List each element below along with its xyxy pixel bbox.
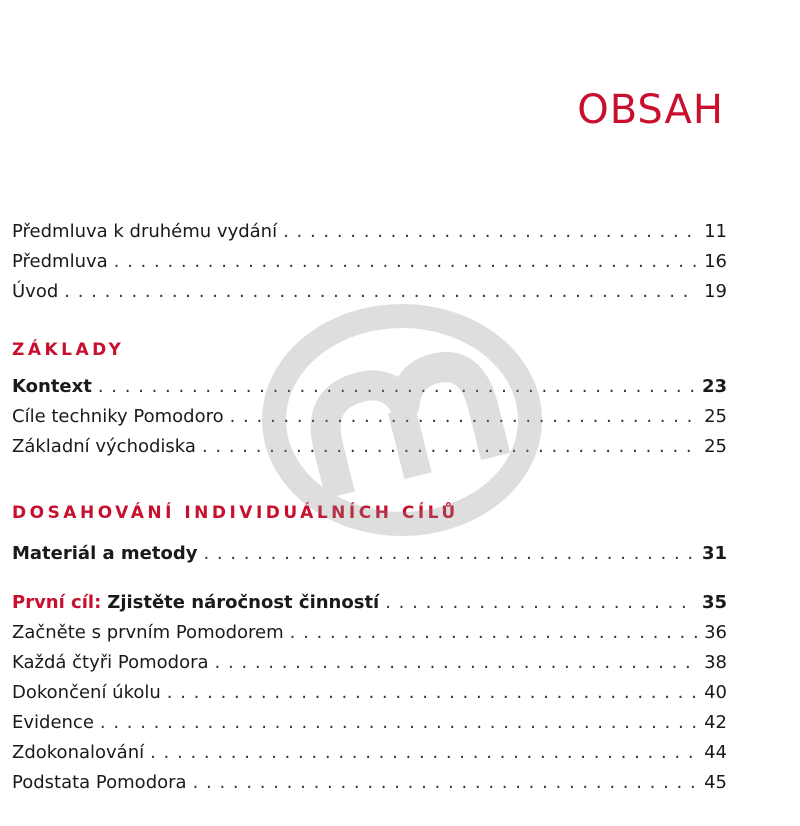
toc-entry-label: Materiál a metody — [12, 543, 198, 564]
toc-entry-prvni-cil[interactable] — [12, 591, 727, 615]
toc-entry-page: 38 — [704, 652, 727, 673]
toc-entry-label: Evidence — [12, 712, 94, 733]
leader-dots — [290, 621, 698, 645]
toc-entry-label: Dokončení úkolu — [12, 682, 161, 703]
section-heading-zaklady: ZÁKLADY — [12, 340, 125, 360]
toc-entry-label: Kontext — [12, 376, 92, 397]
toc-entry-label: Zdokonalování — [12, 742, 145, 763]
toc-entry-zakladni-vychodiska[interactable] — [12, 435, 727, 459]
leader-dots — [230, 405, 698, 429]
goal-prefix: První cíl: — [12, 592, 102, 613]
toc-entry-page: 44 — [704, 742, 727, 763]
toc-entry-label: Cíle techniky Pomodoro — [12, 406, 224, 427]
toc-entry-page: 23 — [701, 376, 727, 397]
toc-entry-evidence[interactable] — [12, 711, 727, 735]
leader-dots — [215, 651, 699, 675]
leader-dots — [203, 542, 695, 566]
toc-entry-page: 11 — [704, 221, 727, 242]
toc-entry-predmluva-druhe[interactable] — [12, 220, 727, 244]
toc-entry-page: 45 — [704, 772, 727, 793]
toc-entry-label: Začněte s prvním Pomodorem — [12, 622, 284, 643]
toc-entry-cile-techniky[interactable] — [12, 405, 727, 429]
toc-entry-label: Každá čtyři Pomodora — [12, 652, 209, 673]
toc-entry-label: Základní východiska — [12, 436, 196, 457]
section-heading-dosahovani: DOSAHOVÁNÍ INDIVIDUÁLNÍCH CÍLŮ — [12, 503, 459, 523]
leader-dots — [385, 591, 696, 615]
toc-entry-uvod[interactable] — [12, 280, 727, 304]
leader-dots — [193, 771, 699, 795]
toc-entry-page: 35 — [701, 592, 727, 613]
leader-dots — [100, 711, 698, 735]
leader-dots — [98, 375, 696, 399]
toc-entry-page: 31 — [701, 543, 727, 564]
toc-entry-page: 42 — [704, 712, 727, 733]
leader-dots — [64, 280, 698, 304]
leader-dots — [114, 250, 698, 274]
toc-entry-page: 36 — [704, 622, 727, 643]
toc-entry-page: 40 — [704, 682, 727, 703]
toc-entry-page: 16 — [704, 251, 727, 272]
leader-dots — [202, 435, 698, 459]
toc-entry-zdokonalovani[interactable] — [12, 741, 727, 765]
leader-dots — [167, 681, 698, 705]
toc-entry-predmluva[interactable] — [12, 250, 727, 274]
toc-entry-label: Podstata Pomodora — [12, 772, 187, 793]
toc-entry-label: Předmluva — [12, 251, 108, 272]
toc-entry-label: Zjistěte náročnost činností — [107, 592, 380, 613]
toc-entry-page: 19 — [704, 281, 727, 302]
toc-entry-label: Předmluva k druhému vydání — [12, 221, 278, 242]
toc-entry-podstata[interactable] — [12, 771, 727, 795]
toc-entry-kontext[interactable] — [12, 375, 727, 399]
toc-entry-zacnete[interactable] — [12, 621, 727, 645]
toc-entry-kazda-ctyri[interactable] — [12, 651, 727, 675]
toc-entry-material-metody[interactable] — [12, 542, 727, 566]
toc-entry-dokonceni[interactable] — [12, 681, 727, 705]
toc-entry-page: 25 — [704, 436, 727, 457]
toc-entry-label: Úvod — [12, 281, 59, 302]
toc-entry-page: 25 — [704, 406, 727, 427]
leader-dots — [283, 220, 698, 244]
page-title: OBSAH — [577, 86, 724, 133]
leader-dots — [150, 741, 698, 765]
